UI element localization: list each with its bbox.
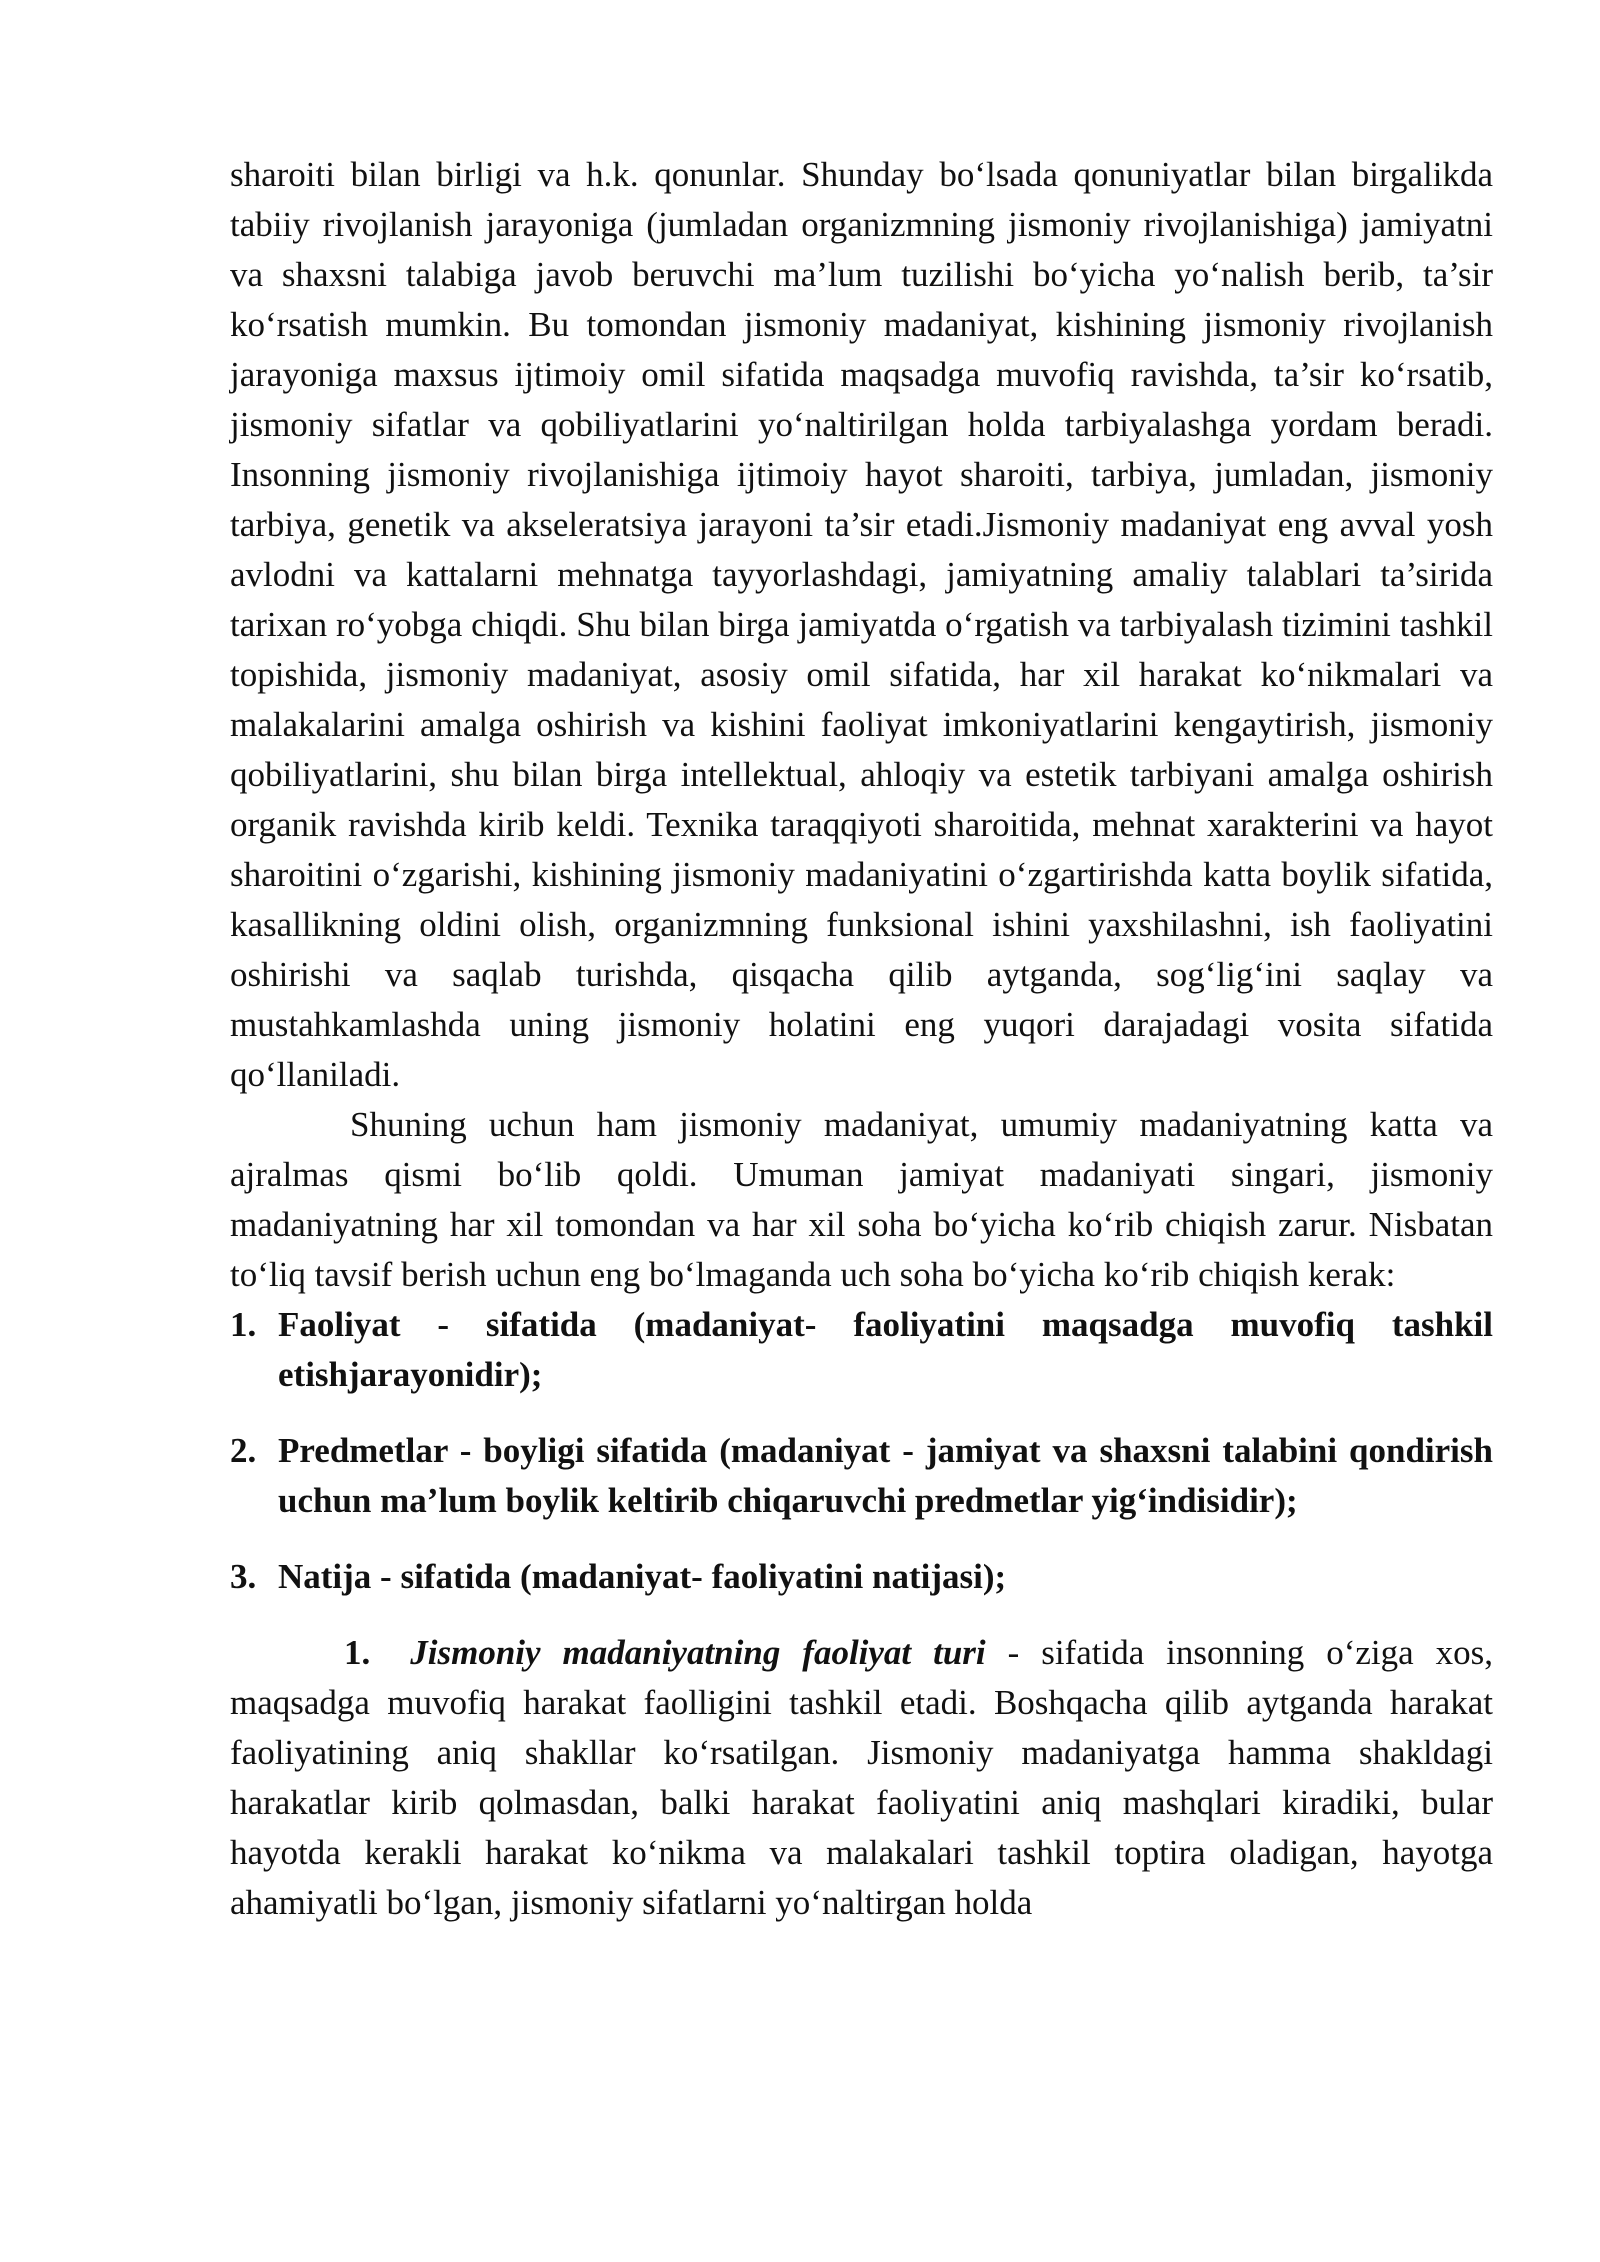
list-item-text: Faoliyat - sifatida (madaniyat- faoliyatini maqsadga muvofiq tashkil etishjarayonidir); <box>278 1305 1493 1394</box>
list-item <box>230 1300 1493 1400</box>
section-text: - sifatida insonning o‘ziga xos, maqsadga muvofiq harakat faolligini tashkil etadi. Boshqacha qilib aytganda harakat faoliyatining aniq shakllar ko‘rsatilgan. Jismoniy madaniyatga hamma shakldagi harakatlar kirib qolmasdan, balki harakat faoliyatini aniq mashqlari kiradiki, bular hayotda kerakli harakat ko‘nikma va malakalari tashkil toptira oladigan, hayotga ahamiyatli bo‘lgan, jismoniy sifatlarni yo‘naltirgan holda <box>230 1633 1493 1922</box>
body-paragraph: sharoiti bilan birligi va h.k. qonunlar. Shunday bo‘lsada qonuniyatlar bilan birgalikda tabiiy rivojlanish jarayoniga (jumladan organizmning jismoniy rivojlanishiga) jamiyatni va shaxsni talabiga javob beruvchi ma’lum tuzilishi bo‘yicha yo‘nalish berib, ta’sir ko‘rsatish mumkin. Bu tomondan jismoniy madaniyat, kishining jismoniy rivojlanish jarayoniga maxsus ijtimoiy omil sifatida maqsadga muvofiq ravishda, ta’sir ko‘rsatib, jismoniy sifatlar va qobiliyatlarini yo‘naltirilgan holda tarbiyalashga yordam beradi. Insonning jismoniy rivojlanishiga ijtimoiy hayot sharoiti, tarbiya, jumladan, jismoniy tarbiya, genetik va akseleratsiya jarayoni ta’sir etadi.Jismoniy madaniyat eng avval yosh avlodni va kattalarni mehnatga tayyorlashdagi, jamiyatning amaliy talablari ta’sirida tarixan ro‘yobga chiqdi. Shu bilan birga jamiyatda o‘rgatish va tarbiyalash tizimini tashkil topishida, jismoniy madaniyat, asosiy omil sifatida, har xil harakat ko‘nikmalari va malakalarini amalga oshirish va kishini faoliyat imkoniyatlarini kengaytirish, jismoniy qobiliyatlarini, shu bilan birga intellektual, ahloqiy va estetik tarbiyani amalga oshirish organik ravishda kirib keldi. Texnika taraqqiyoti sharoitida, mehnat xarakterini va hayot sharoitini o‘zgarishi, kishining jismoniy madaniyatini o‘zgartirishda katta boylik sifatida, kasallikning oldini olish, organizmning funksional ishini yaxshilashni, ish faoliyatini oshirishi va saqlab turishda, qisqacha qilib aytganda, sog‘lig‘ini saqlay va mustahkamlashda uning jismoniy holatini eng yuqori darajadagi vosita sifatida qo‘llaniladi. <box>230 155 1493 1094</box>
list-item-number: 1. <box>230 1305 257 1344</box>
section-block <box>230 1628 1493 1928</box>
section-paragraph <box>230 1628 1493 1928</box>
list-item <box>230 1552 1493 1602</box>
document-page <box>230 150 1493 1928</box>
body-paragraph: Shuning uchun ham jismoniy madaniyat, umumiy madaniyatning katta va ajralmas qismi bo‘lib qoldi. Umuman jamiyat madaniyati singari, jismoniy madaniyatning har xil tomondan va har xil soha bo‘yicha ko‘rib chiqish zarur. Nisbatan to‘liq tavsif berish uchun eng bo‘lmaganda uch soha bo‘yicha ko‘rib chiqish kerak: <box>230 1105 1493 1294</box>
list-item <box>230 1426 1493 1526</box>
section-title: Jismoniy madaniyatning faoliyat turi <box>410 1633 986 1672</box>
list-item-text: Predmetlar - boyligi sifatida (madaniyat - jamiyat va shaxsni talabini qondirish uchun ma’lum boylik keltirib chiqaruvchi predmetlar yig‘indisidir); <box>278 1431 1493 1520</box>
list-item-text: Natija - sifatida (madaniyat- faoliyatini natijasi); <box>278 1557 1007 1596</box>
numbered-list <box>230 1300 1493 1602</box>
section-number: 1. <box>344 1633 371 1672</box>
list-item-number: 2. <box>230 1431 257 1470</box>
list-item-number: 3. <box>230 1557 257 1596</box>
